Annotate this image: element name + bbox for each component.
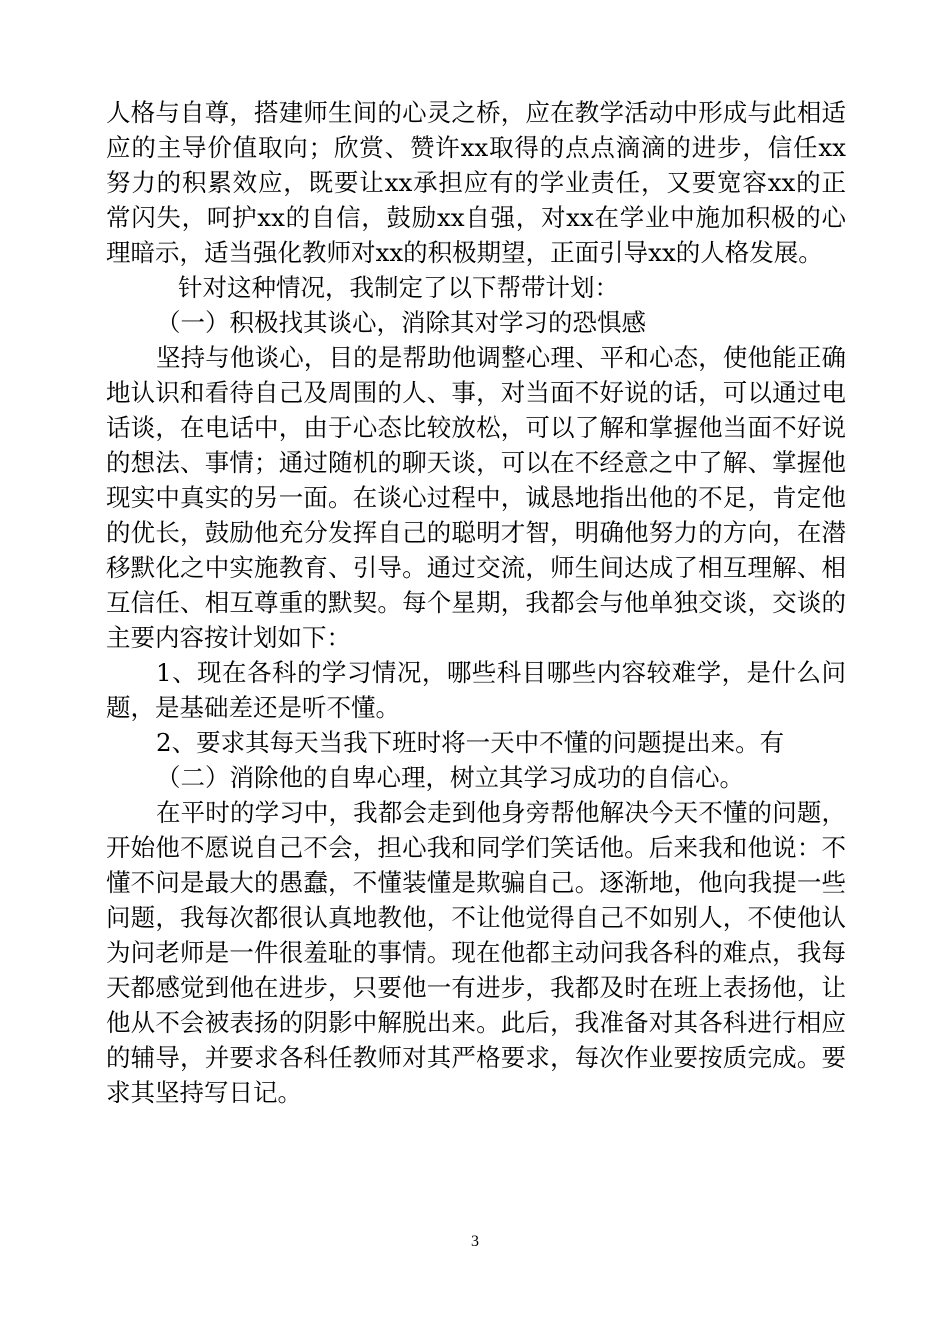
paragraph-plan-intro: 针对这种情况，我制定了以下帮带计划： [178,273,619,302]
paragraph-continuation: 人格与自尊，搭建师生间的心灵之桥，应在教学活动中形成与此相适应的主导价值取向；欣赏、赞许xx取得的点点滴滴的进步，信任xx努力的积累效应，既要让xx承担应有的学业责任，又要宽容xx的正常闪失，呵护xx的自信，鼓励xx自强，对xx在学业中施加积极的心理暗示，适当强化教师对xx的积极期望，正面引导xx的人格发展。 [106,98,847,267]
paragraph-confidence: 在平时的学习中，我都会走到他身旁帮他解决今天不懂的问题，开始他不愿说自己不会，担心我和同学们笑话他。后来我和他说：不懂不问是最大的愚蠢，不懂装懂是欺骗自己。逐渐地，他向我提一些问题，我每次都很认真地教他，不让他觉得自己不如别人，不使他认为问老师是一件很羞耻的事情。现在他都主动问我各科的难点，我每天都感觉到他在进步，只要他一有进步，我都及时在班上表扬他，让他从不会被表扬的阴影中解脱出来。此后，我准备对其各科进行相应的辅导，并要求各科任教师对其严格要求，每次作业要按质完成。要求其坚持写日记。 [106,798,846,1107]
document-body [106,95,846,1110]
section-heading-1: （一）积极找其谈心，消除其对学习的恐惧感 [156,308,646,337]
section-heading-2: （二）消除他的自卑心理，树立其学习成功的自信心。 [156,763,744,792]
paragraph-talk: 坚持与他谈心，目的是帮助他调整心理、平和心态，使他能正确地认识和看待自己及周围的人、事，对当面不好说的话，可以通过电话谈，在电话中，由于心态比较放松，可以了解和掌握他当面不好说的想法、事情；通过随机的聊天谈，可以在不经意之中了解、掌握他现实中真实的另一面。在谈心过程中，诚恳地指出他的不足，肯定他的优长，鼓励他充分发挥自己的聪明才智，明确他努力的方向，在潜移默化之中实施教育、引导。通过交流，师生间达成了相互理解、相互信任、相互尊重的默契。每个星期，我都会与他单独交谈，交谈的主要内容按计划如下： [106,343,846,652]
page-number: 3 [471,1233,479,1250]
list-item-1: 1、现在各科的学习情况，哪些科目哪些内容较难学，是什么问题，是基础差还是听不懂。 [106,658,846,722]
list-item-2: 2、要求其每天当我下班时将一天中不懂的问题提出来。有 [156,728,785,757]
